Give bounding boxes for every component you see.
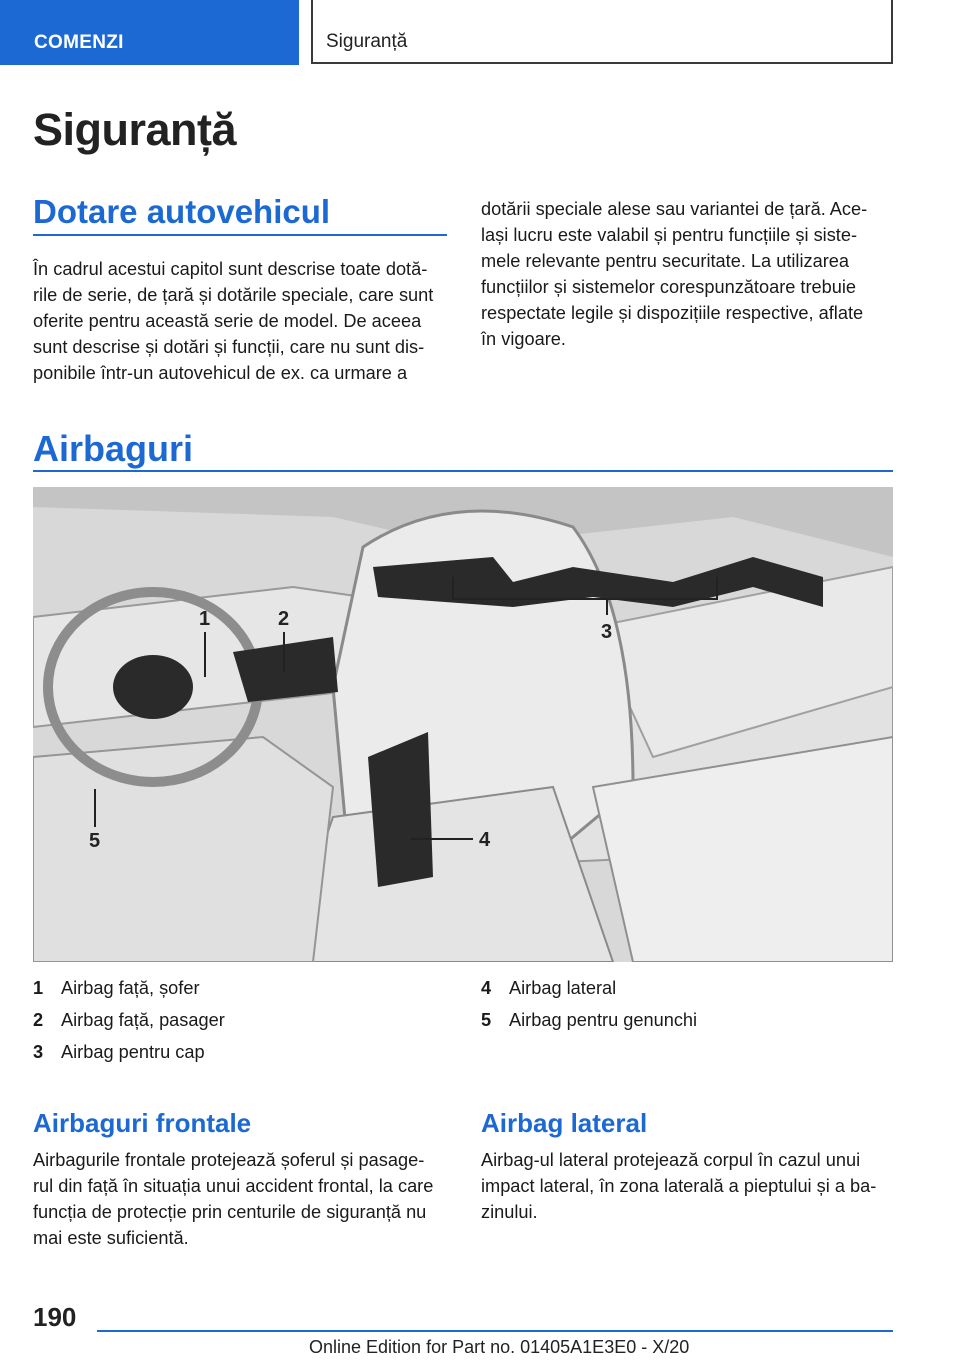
heading-airbaguri: Airbaguri: [33, 428, 194, 469]
heading-rule-dotare: [33, 234, 447, 236]
heading-lateral: Airbag lateral: [481, 1108, 648, 1138]
heading-dotare: Dotare autovehicul: [33, 193, 331, 230]
dotare-col1: În cadrul acestui capitol sunt descrise toate dotă‐ rile de serie, de țară și dotările speciale, care sunt oferite pentru această serie de model. De aceea sunt descrise și dotări și funcții, care nu sunt dis‐ ponibile într-un autovehicul de ex. ca urmare a: [33, 259, 434, 383]
callout-3: 3: [601, 621, 613, 643]
header-section-label: Siguranță: [326, 31, 408, 52]
header-section: [311, 0, 893, 64]
heading-frontale: Airbaguri frontale: [33, 1108, 252, 1138]
header-tab[interactable]: [0, 0, 299, 65]
heading-rule-airbaguri: [33, 470, 893, 472]
airbag-illustration: [33, 487, 893, 962]
side-airbag-zone: [368, 732, 433, 887]
callout-1: 1: [199, 608, 211, 630]
frontale-text: Airbagurile frontale protejează șoferul și pasage‐ rul din față în situația unui accident frontal, la care funcția de protecție prin centurile de siguranță nu mai este suficientă.: [33, 1150, 434, 1248]
driver-airbag-zone: [113, 655, 193, 719]
callout-4: 4: [479, 829, 491, 851]
header-tab-label: COMENZI: [34, 32, 124, 53]
page-number: 190: [33, 1302, 77, 1332]
car-interior-drawing: [33, 487, 893, 962]
lateral-text: Airbag-ul lateral protejează corpul în cazul unui impact lateral, în zona laterală a pieptului și a ba‐ zinului.: [481, 1150, 877, 1222]
callout-2: 2: [278, 608, 290, 630]
footer-edition-text: Online Edition for Part no. 01405A1E3E0 - X/20: [309, 1337, 690, 1357]
dotare-col2: dotării speciale alese sau variantei de țară. Ace‐ lași lucru este valabil și pentru funcțiile și siste‐ mele relevante pentru securitate. La utilizarea funcțiilor și sistemelor corespunzătoare trebuie respectate legile și dispozițiile respective, aflate în vigoare.: [481, 199, 868, 349]
footer-rule: [97, 1330, 893, 1332]
page-title: Siguranță: [33, 104, 237, 155]
callout-5: 5: [89, 830, 101, 852]
